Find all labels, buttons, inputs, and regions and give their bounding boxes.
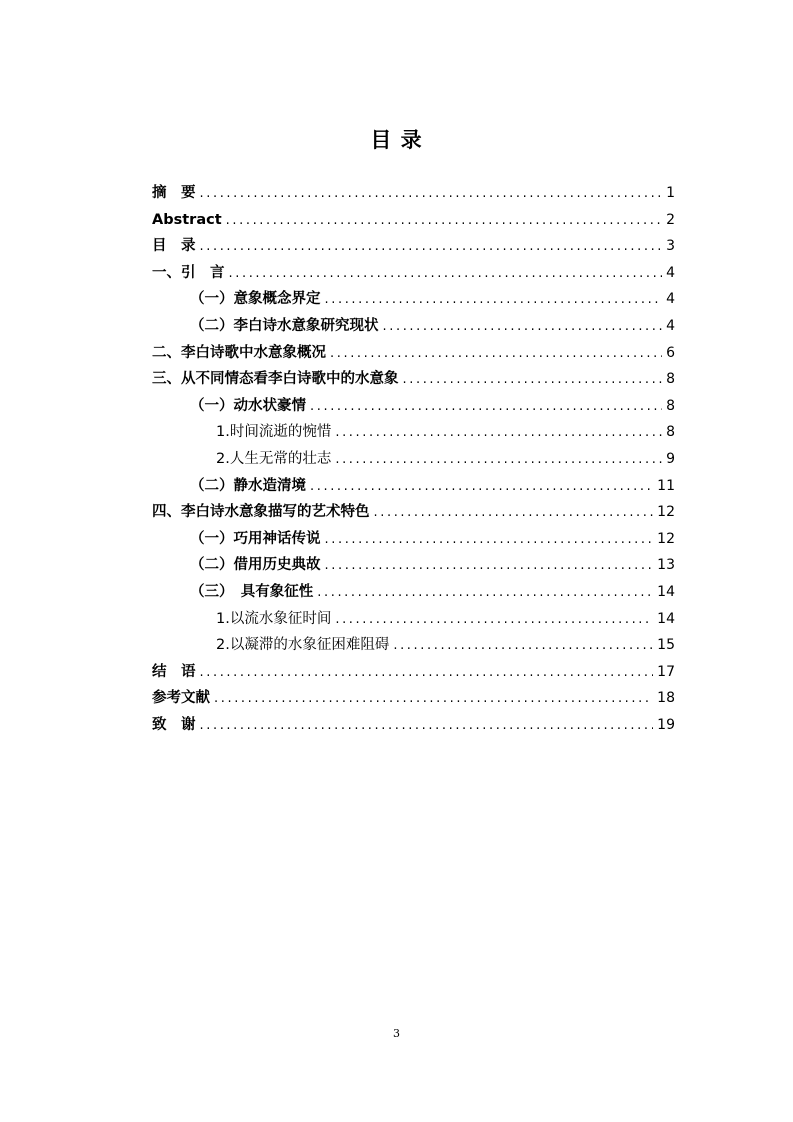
toc-entry-label: （二）借用历史典故 [190,557,321,574]
table-of-contents [152,180,675,738]
toc-page-number: 6 [666,344,675,361]
toc-entry-label: 1.以流水象征时间 [216,610,332,627]
toc-leader-dots [325,553,654,580]
toc-entry-abstract-en[interactable] [152,207,675,234]
toc-page-number: 13 [657,557,675,574]
toc-entry-contents[interactable] [152,233,675,260]
toc-entry-3-1[interactable] [152,393,675,420]
toc-page-number: 3 [666,238,675,255]
toc-entry-label: 2.以凝滞的水象征困难阻碍 [216,637,390,654]
toc-entry-label: （一）动水状豪情 [190,397,306,414]
toc-entry-label: 二、李白诗歌中水意象概况 [152,344,326,361]
toc-entry-4-1[interactable] [152,526,675,553]
toc-entry-abstract-cn[interactable] [152,180,675,207]
toc-page-number: 11 [657,477,675,494]
toc-leader-dots [310,474,653,501]
toc-entry-4-3-2[interactable] [152,632,675,659]
toc-leader-dots [200,713,654,740]
toc-leader-dots [226,208,662,235]
toc-entry-label: （一）巧用神话传说 [190,530,321,547]
toc-page-number: 18 [657,690,675,707]
toc-leader-dots [335,420,662,447]
toc-leader-dots [335,447,662,474]
toc-page-number: 17 [657,663,675,680]
toc-leader-dots [374,500,654,527]
toc-page-number: 12 [657,504,675,521]
toc-page-number: 15 [657,637,675,654]
toc-leader-dots [200,181,663,208]
toc-leader-dots [200,234,663,261]
toc-entry-label: （二）李白诗水意象研究现状 [190,317,379,334]
toc-leader-dots [214,686,653,713]
toc-leader-dots [229,261,663,288]
toc-entry-1-1[interactable] [152,286,675,313]
toc-page-number: 14 [657,610,675,627]
toc-entry-3-1-2[interactable] [152,446,675,473]
toc-entry-conclusion[interactable] [152,659,675,686]
toc-leader-dots [383,314,663,341]
toc-page-number: 4 [666,264,675,281]
toc-entry-label: 2.人生无常的壮志 [216,450,332,467]
toc-entry-label: （二）静水造清境 [190,477,306,494]
toc-entry-3[interactable] [152,366,675,393]
toc-page-number: 2 [666,211,675,228]
toc-page-number: 4 [666,317,675,334]
page-footer-number: 3 [393,1027,400,1040]
toc-leader-dots [310,394,662,421]
toc-page-number: 8 [666,397,675,414]
toc-entry-label: 结 语 [152,663,196,680]
toc-page-number: 19 [657,716,675,733]
toc-leader-dots [317,580,653,607]
toc-entry-label: 四、李白诗水意象描写的艺术特色 [152,504,370,521]
toc-leader-dots [335,607,653,634]
toc-page-number: 8 [666,424,675,441]
toc-entry-4-2[interactable] [152,552,675,579]
toc-entry-label: 参考文献 [152,690,210,707]
toc-entry-label: 三、从不同情态看李白诗歌中的水意象 [152,371,399,388]
page-title: 目 录 [370,128,423,152]
toc-leader-dots [403,367,663,394]
toc-leader-dots [393,633,653,660]
toc-entry-3-1-1[interactable] [152,419,675,446]
toc-entry-label: 致 谢 [152,716,196,733]
toc-page-number: 8 [666,371,675,388]
toc-entry-2[interactable] [152,340,675,367]
toc-entry-4-3[interactable] [152,579,675,606]
toc-page-number: 4 [666,291,675,308]
toc-entry-3-2[interactable] [152,473,675,500]
toc-entry-label: 摘 要 [152,185,196,201]
toc-page-number: 12 [657,530,675,547]
toc-leader-dots [200,660,654,687]
toc-page-number: 9 [666,450,675,467]
toc-entry-label: 目 录 [152,238,196,255]
toc-entry-1-2[interactable] [152,313,675,340]
toc-entry-label: 一、引 言 [152,264,225,281]
toc-page-number: 1 [666,185,675,201]
toc-leader-dots [325,527,654,554]
toc-entry-label: 1.时间流逝的惋惜 [216,424,332,441]
toc-entry-acknowledgements[interactable] [152,712,675,739]
toc-page-number: 14 [657,583,675,600]
toc-entry-introduction[interactable] [152,260,675,287]
toc-entry-4-3-1[interactable] [152,606,675,633]
toc-entry-label: （三） 具有象征性 [190,583,314,600]
toc-entry-4[interactable] [152,499,675,526]
toc-leader-dots [330,341,662,368]
toc-entry-references[interactable] [152,685,675,712]
toc-entry-label: （一）意象概念界定 [190,291,321,308]
toc-leader-dots [325,287,663,314]
toc-entry-label: Abstract [152,211,222,228]
